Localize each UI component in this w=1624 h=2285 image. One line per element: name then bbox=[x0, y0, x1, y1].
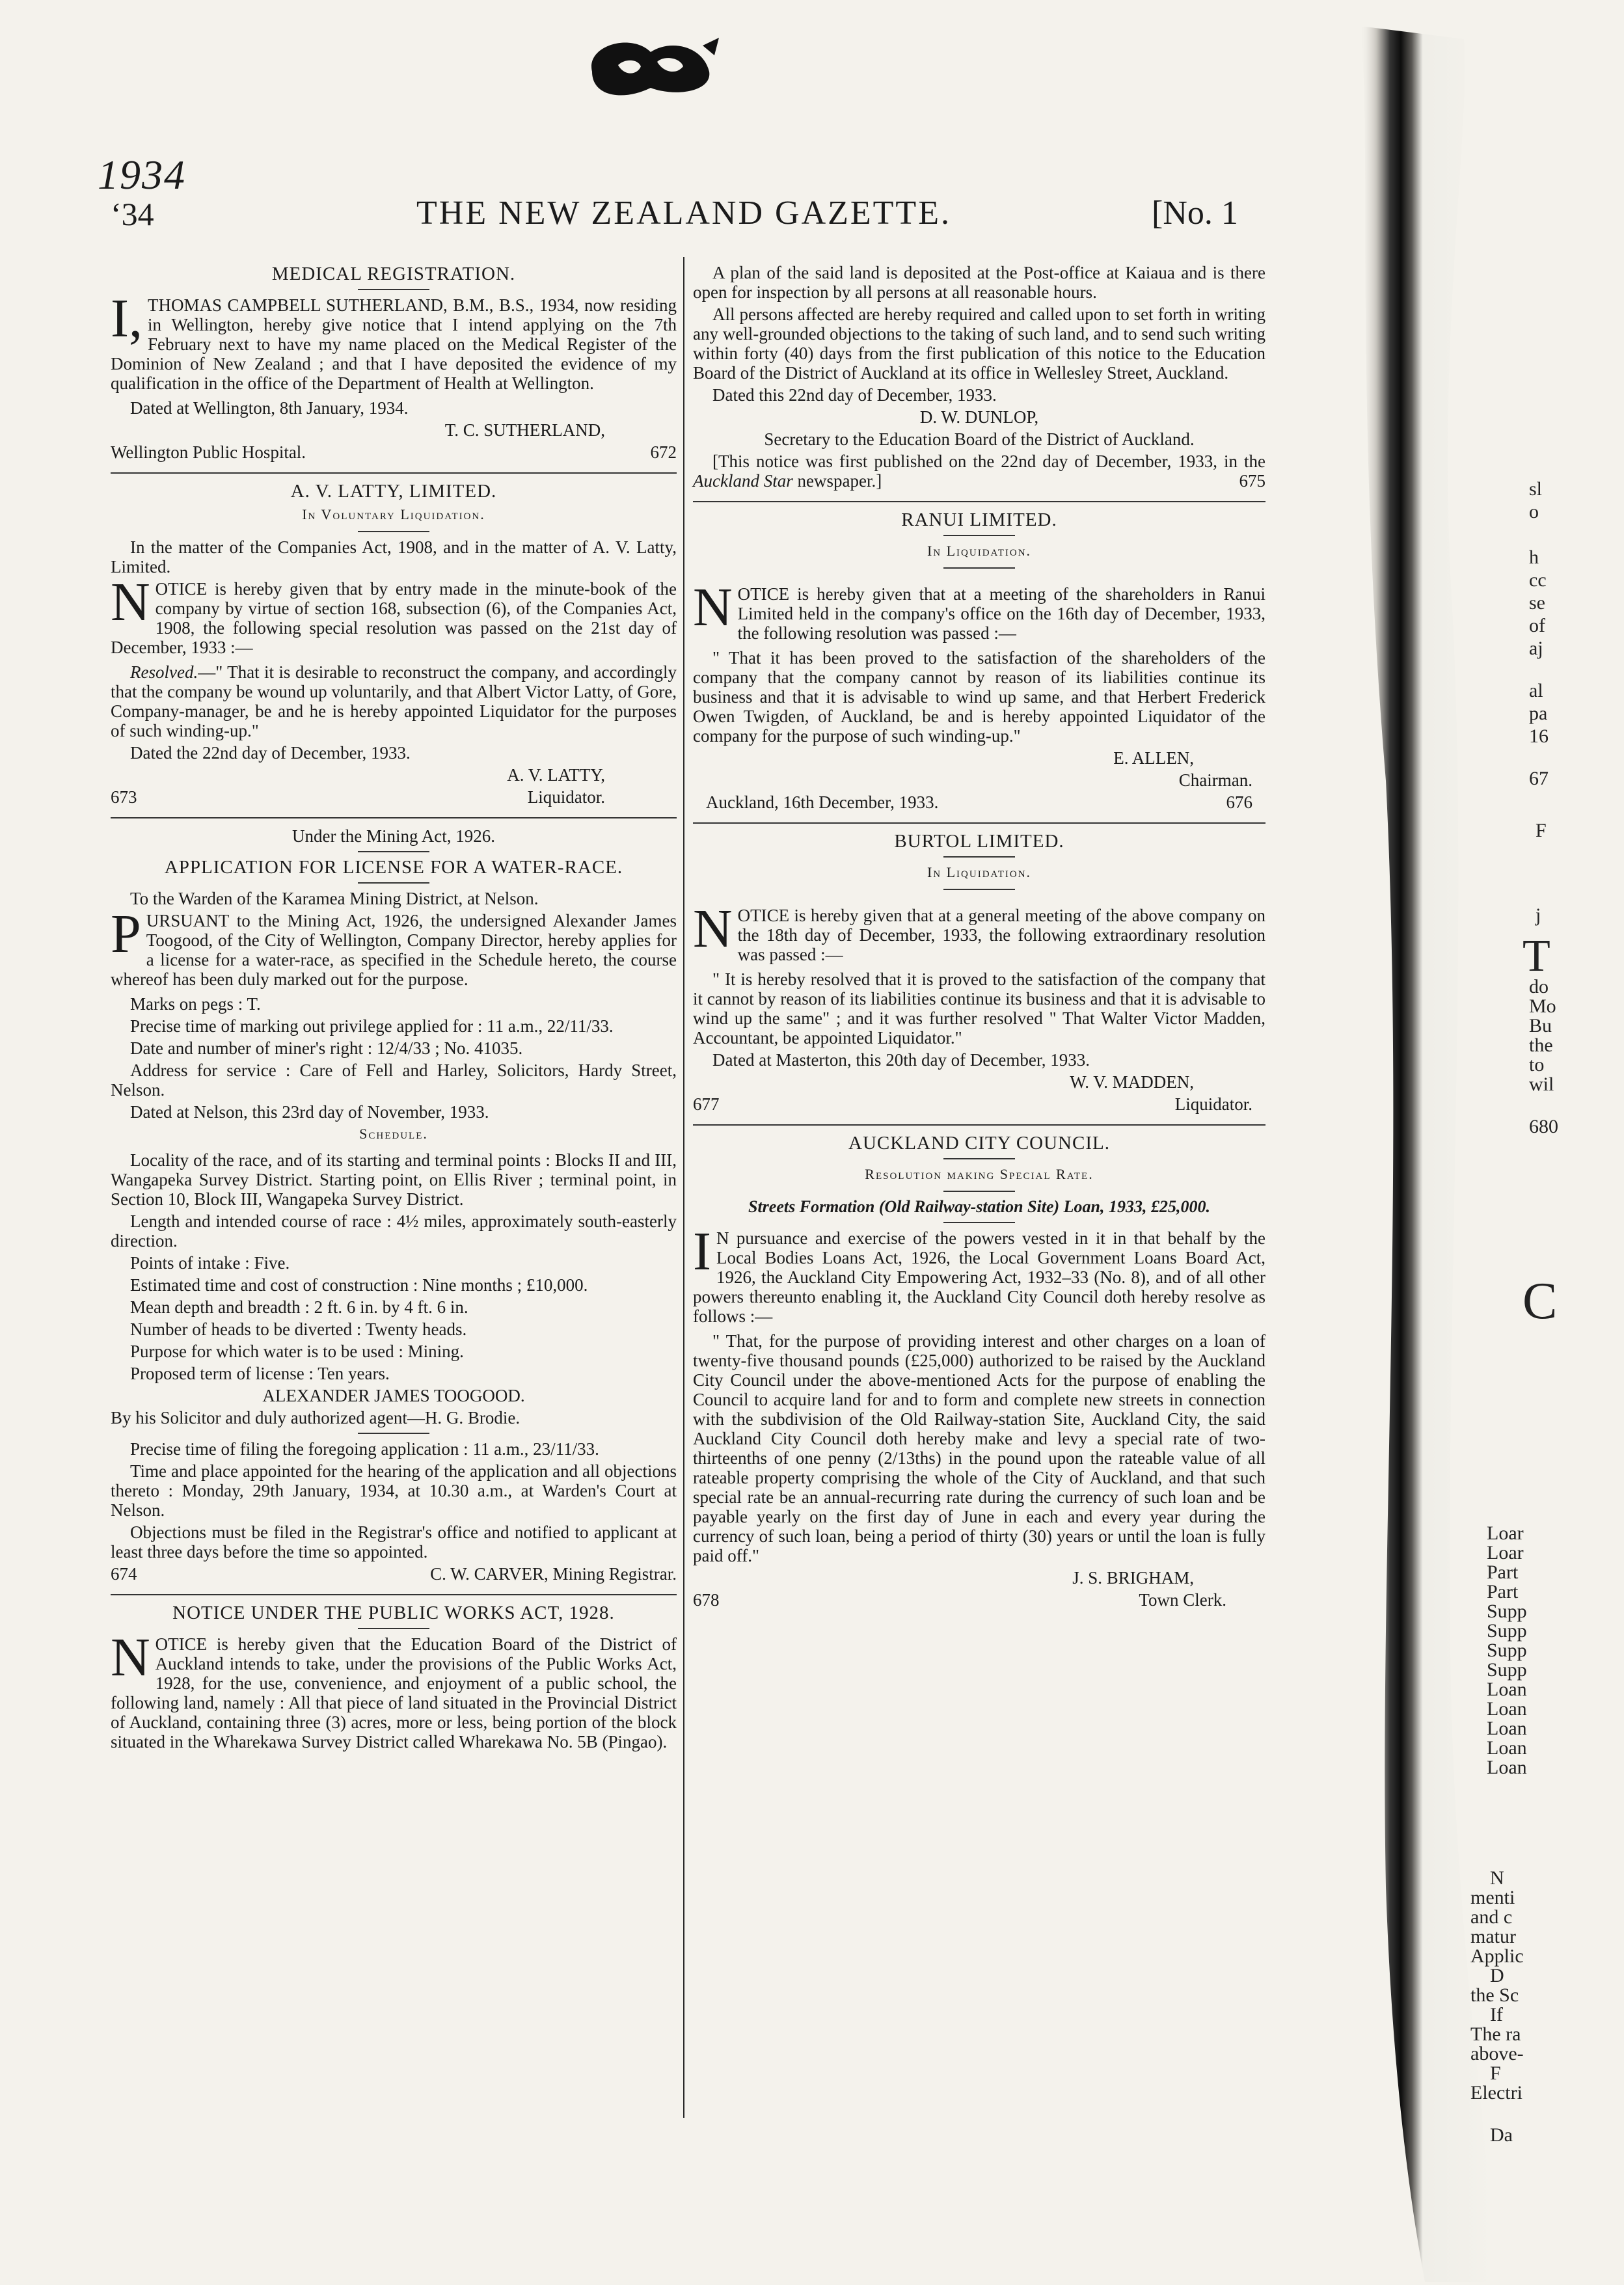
edge-fragment: F bbox=[1536, 820, 1547, 841]
edge-fragment: Bu bbox=[1529, 1015, 1552, 1036]
edge-fragment: Loan bbox=[1487, 1698, 1527, 1720]
ranui-title: RANUI LIMITED. bbox=[901, 509, 1057, 530]
medical-body: THOMAS CAMPBELL SUTHERLAND, B.M., B.S., 1934, now residing in Wellington, hereby give notice that I intend applying on the 7th February next to have my name placed on the Medical Register of the Dominion of New Zealand ; and that I have deposited the evidence of my qualification in the office of the Department of Health at Wellington. bbox=[111, 295, 677, 393]
resolved-label: Resolved. bbox=[130, 662, 198, 682]
divider bbox=[358, 1628, 429, 1629]
edge-fragment: to bbox=[1529, 1054, 1545, 1075]
dropcap: I, bbox=[111, 288, 142, 349]
edge-fragment: Loan bbox=[1487, 1718, 1527, 1739]
plan-role: Secretary to the Education Board of the District of Auckland. bbox=[764, 429, 1195, 449]
latty-body: OTICE is hereby given that by entry made in the minute-book of the company by virtue of section 168, subsection (6), of the Companies Act, 1908, the following special resolution was passed on the 21st day of December, 1933 :— bbox=[111, 579, 677, 657]
edge-fragment: o bbox=[1529, 501, 1539, 522]
edge-fragment: the bbox=[1529, 1034, 1553, 1056]
divider bbox=[358, 1433, 429, 1434]
schedule-locality: Locality of the race, and of its starting and terminal points : Blocks II and III, Wangapeka Survey District. Starting point, on Ellis River ; terminal point, in Section 10, Block III, Wangapeka Survey District. bbox=[111, 1150, 677, 1209]
notice-number: 677 bbox=[693, 1094, 720, 1114]
edge-fragment: C bbox=[1522, 1273, 1558, 1330]
edge-fragment: aj bbox=[1529, 638, 1543, 659]
ranui-place: Auckland, 16th December, 1933. bbox=[706, 792, 939, 812]
edge-fragment: al bbox=[1529, 680, 1543, 701]
schedule-depth: Mean depth and breadth : 2 ft. 6 in. by 4 ft. 6 in. bbox=[130, 1297, 468, 1317]
divider bbox=[358, 531, 429, 532]
plan-signature: D. W. DUNLOP, bbox=[919, 407, 1039, 427]
divider bbox=[358, 882, 429, 884]
burtol-title: BURTOL LIMITED. bbox=[894, 831, 1064, 852]
mining-body: URSUANT to the Mining Act, 1926, the undersigned Alexander James Toogood, of the City of Wellington, Company Director, hereby applies for a license for a water-race, as specified in the Schedule hereto, the course whereof has been duly marked out for the purpose. bbox=[111, 911, 677, 989]
schedule-intake: Points of intake : Five. bbox=[130, 1253, 290, 1273]
notice-number: 673 bbox=[111, 787, 137, 807]
dropcap: P bbox=[111, 904, 141, 964]
section-rule bbox=[111, 472, 677, 474]
mining-title: APPLICATION FOR LICENSE FOR A WATER-RACE. bbox=[164, 857, 623, 878]
divider bbox=[943, 1158, 1015, 1159]
edge-fragment: above- bbox=[1470, 2043, 1524, 2064]
edge-fragment: 680 bbox=[1529, 1116, 1558, 1137]
edge-fragment: Loan bbox=[1487, 1679, 1527, 1700]
mining-address: Address for service : Care of Fell and Harley, Solicitors, Hardy Street, Nelson. bbox=[111, 1061, 677, 1100]
edge-fragment: Part bbox=[1487, 1562, 1519, 1583]
schedule-title: Schedule. bbox=[359, 1126, 428, 1142]
objections-paragraph: All persons affected are hereby required and called upon to set forth in writing any well-grounded objections to the taking of such land, and to send such writing within forty (40) days from the first publication of this notice to the Education Board of the District of Auckland at its office in Wellesley Street, Auckland. bbox=[693, 304, 1265, 383]
schedule-length: Length and intended course of race : 4½ miles, approximately south-easterly direction. bbox=[111, 1211, 677, 1251]
edge-fragment: Loar bbox=[1487, 1522, 1524, 1544]
ranui-notice bbox=[693, 510, 1265, 812]
medical-title: MEDICAL REGISTRATION. bbox=[271, 264, 516, 284]
mining-act-line: Under the Mining Act, 1926. bbox=[292, 826, 495, 846]
notice-number: 678 bbox=[693, 1590, 720, 1610]
public-works-title: NOTICE UNDER THE PUBLIC WORKS ACT, 1928. bbox=[172, 1602, 615, 1623]
mining-registrar: C. W. CARVER, Mining Registrar. bbox=[430, 1564, 677, 1584]
divider bbox=[943, 535, 1015, 536]
divider bbox=[943, 1191, 1015, 1192]
page-edge-shadow bbox=[1301, 0, 1624, 2282]
dropcap: N bbox=[111, 1627, 150, 1688]
auckland-loan-line: Streets Formation (Old Railway-station Site) Loan, 1933, £25,000. bbox=[748, 1197, 1210, 1216]
dropcap: I bbox=[693, 1221, 711, 1282]
edge-fragment: h bbox=[1529, 547, 1539, 568]
public-works-notice bbox=[111, 1603, 677, 1751]
edge-fragment: Applic bbox=[1470, 1945, 1524, 1967]
page-number-value: 34 bbox=[121, 196, 154, 232]
edge-fragment: N bbox=[1490, 1867, 1504, 1889]
divider bbox=[358, 851, 429, 852]
latty-subtitle: In Voluntary Liquidation. bbox=[302, 506, 485, 522]
auckland-signature: J. S. BRIGHAM, bbox=[1072, 1568, 1194, 1588]
edge-fragment: 16 bbox=[1529, 725, 1549, 747]
burtol-subtitle: In Liquidation. bbox=[927, 864, 1032, 880]
medical-signature: T. C. SUTHERLAND, bbox=[444, 420, 605, 440]
mining-applicant: ALEXANDER JAMES TOOGOOD. bbox=[262, 1386, 525, 1405]
edge-fragment: T bbox=[1522, 931, 1550, 981]
edge-fragment: pa bbox=[1529, 703, 1548, 724]
ranui-subtitle: In Liquidation. bbox=[927, 543, 1032, 559]
plan-note-end: newspaper.] bbox=[792, 471, 882, 491]
mining-application-notice bbox=[111, 826, 677, 1584]
edge-fragment: cc bbox=[1529, 569, 1547, 591]
edge-fragment: D bbox=[1490, 1965, 1504, 1986]
edge-fragment: Part bbox=[1487, 1581, 1519, 1602]
burtol-signature: W. V. MADDEN, bbox=[1070, 1072, 1194, 1092]
section-rule bbox=[111, 1594, 677, 1595]
edge-fragment: Da bbox=[1490, 2124, 1513, 2146]
edge-fragment: wil bbox=[1529, 1074, 1554, 1095]
edge-fragment: Mo bbox=[1529, 995, 1556, 1017]
burtol-notice bbox=[693, 832, 1265, 1114]
edge-fragment: the Sc bbox=[1470, 1984, 1519, 2006]
edge-fragment: Electri bbox=[1470, 2082, 1522, 2103]
notice-number: 672 bbox=[650, 442, 677, 462]
burtol-dated: Dated at Masterton, this 20th day of December, 1933. bbox=[712, 1050, 1090, 1070]
edge-fragment: sl bbox=[1529, 478, 1543, 500]
edge-fragment: j bbox=[1536, 904, 1541, 926]
right-column bbox=[693, 260, 1265, 1612]
divider bbox=[358, 289, 429, 290]
section-rule bbox=[693, 501, 1265, 502]
edge-fragment: Supp bbox=[1487, 1620, 1527, 1642]
edge-fragment: and c bbox=[1470, 1906, 1513, 1928]
edge-fragment: of bbox=[1529, 615, 1545, 636]
burtol-role: Liquidator. bbox=[1174, 1094, 1252, 1114]
auckland-subtitle: Resolution making Special Rate. bbox=[865, 1166, 1094, 1182]
divider bbox=[943, 856, 1015, 858]
burtol-resolution: " It is hereby resolved that it is proved to the satisfaction of the company that it cannot by reason of its liabilities continue its business and that it is advisable to wind up the same" ; and it was further resolved " That Walter Victor Madden, Accountant, be appointed Liquidator." bbox=[693, 969, 1265, 1048]
edge-fragment: Loar bbox=[1487, 1542, 1524, 1563]
gazette-title: THE NEW ZEALAND GAZETTE. bbox=[416, 195, 951, 232]
issue-number: [No. 1 bbox=[1152, 195, 1238, 232]
edge-fragment: Loan bbox=[1487, 1737, 1527, 1759]
medical-place: Wellington Public Hospital. bbox=[111, 442, 306, 462]
plan-note-paper: Auckland Star bbox=[693, 471, 793, 491]
section-rule bbox=[693, 1124, 1265, 1126]
mining-dated: Dated at Nelson, this 23rd day of November, 1933. bbox=[130, 1102, 489, 1122]
handwritten-year: 1934 bbox=[98, 152, 186, 198]
latty-notice bbox=[111, 481, 677, 807]
edge-fragment: matur bbox=[1470, 1926, 1516, 1947]
ranui-role: Chairman. bbox=[1178, 770, 1252, 790]
schedule-term: Proposed term of license : Ten years. bbox=[130, 1364, 390, 1383]
auckland-resolution: " That, for the purpose of providing interest and other charges on a loan of twenty-five thousand pounds (£25,000) authorized to be raised by the Auckland City Council under the above-mentioned Acts for the purpose of enabling the Council to acquire land for and to form and complete new streets in connection with the subdivision of the Old Railway-station Site, Auckland City, the said Auckland City Council doth hereby make and levy a special rate of two-thirteenths of one penny (2/13ths) in the pound upon the rateable value of all rateable property comprising the whole of the City of Auckland, and that such special rate be an annual-recurring rate during the currency of such loan and be payable yearly on the first day of June in each and every year during the currency of such loan, being a period of thirty (30) years or until the loan is fully paid off." bbox=[693, 1331, 1265, 1565]
notice-number: 676 bbox=[1226, 792, 1252, 812]
plan-paragraph: A plan of the said land is deposited at the Post-office at Kaiaua and is there open for inspection by all persons at all reasonable hours. bbox=[693, 263, 1265, 302]
divider bbox=[943, 567, 1015, 569]
edge-fragment: 67 bbox=[1529, 768, 1549, 789]
dropcap: N bbox=[693, 899, 733, 959]
dropcap: N bbox=[111, 572, 150, 632]
mining-miners-right: Date and number of miner's right : 12/4/33 ; No. 41035. bbox=[130, 1038, 523, 1058]
latty-role: Liquidator. bbox=[527, 787, 605, 807]
medical-registration-notice bbox=[111, 264, 677, 462]
ranui-signature: E. ALLEN, bbox=[1113, 748, 1194, 768]
edge-fragment: Loan bbox=[1487, 1757, 1527, 1778]
edge-fragment: If bbox=[1490, 2004, 1503, 2025]
dropcap: N bbox=[693, 577, 733, 638]
edge-fragment: se bbox=[1529, 592, 1545, 614]
latty-signature: A. V. LATTY, bbox=[507, 765, 605, 785]
edge-fragment: F bbox=[1490, 2062, 1501, 2084]
divider bbox=[943, 889, 1015, 890]
mining-filing: Precise time of filing the foregoing application : 11 a.m., 23/11/33. bbox=[130, 1439, 599, 1459]
ranui-resolution: " That it has been proved to the satisfaction of the shareholders of the company that the company cannot by reason of its liabilities continue its business and that it is advisable to wind up same, and that Herbert Frederick Owen Twigden, of Auckland, be and is hereby appointed Liquidator of the company for the purpose of such winding-up." bbox=[693, 648, 1265, 746]
edge-fragment: do bbox=[1529, 976, 1549, 997]
latty-dated: Dated the 22nd day of December, 1933. bbox=[130, 743, 411, 763]
binding-shadow-graphic bbox=[1301, 0, 1624, 2282]
mining-solicitor: By his Solicitor and duly authorized agent—H. G. Brodie. bbox=[111, 1408, 521, 1427]
auckland-body: N pursuance and exercise of the powers vested in it in that behalf by the Local Bodies Loans Act, 1926, the Local Government Loans Board Act, 1926, the Auckland City Empowering Act, 1932–33 (No. 8), and of all other powers thereunto enabling it, the Auckland City Council doth hereby resolve as follows :— bbox=[693, 1228, 1265, 1326]
left-column bbox=[111, 260, 677, 1754]
mining-marks: Marks on pegs : T. bbox=[130, 994, 261, 1014]
public-works-body: OTICE is hereby given that the Education Board of the District of Auckland intends to take, under the provisions of the Public Works Act, 1928, for the use, convenience, and enjoyment of a public school, the following land, namely : All that piece of land situated in the Provincial District of Auckland, containing three (3) acres, more or less, being portion of the block situated in the Wharekawa Survey District called Wharekawa No. 5B (Pingao). bbox=[111, 1634, 677, 1751]
section-rule bbox=[693, 822, 1265, 824]
medical-dated: Dated at Wellington, 8th January, 1934. bbox=[130, 398, 409, 418]
mining-hearing: Time and place appointed for the hearing of the application and all objections thereto : Monday, 29th January, 1934, at 10.30 a.m., at Warden's Court at Nelson. bbox=[111, 1461, 677, 1520]
mining-objections: Objections must be filed in the Registrar's office and notified to applicant at least three days before the time so appointed. bbox=[111, 1522, 677, 1562]
edge-fragment: Supp bbox=[1487, 1601, 1527, 1622]
auckland-title: AUCKLAND CITY COUNCIL. bbox=[848, 1133, 1110, 1154]
schedule-purpose: Purpose for which water is to be used : Mining. bbox=[130, 1342, 464, 1361]
edge-fragment: menti bbox=[1470, 1887, 1515, 1908]
public-works-continued bbox=[693, 263, 1265, 491]
edge-fragment: The ra bbox=[1470, 2023, 1521, 2045]
edge-fragment: Supp bbox=[1487, 1659, 1527, 1681]
ink-stamp-icon bbox=[573, 26, 729, 117]
schedule-estimated: Estimated time and cost of construction : Nine months ; £10,000. bbox=[130, 1275, 588, 1295]
latty-resolution: —" That it is desirable to reconstruct the company, and accordingly that the company be wound up voluntarily, and that Albert Victor Latty, of Gore, Company-manager, be and he is hereby appointed Liquidator for the purposes of such winding-up." bbox=[111, 662, 677, 740]
column-divider bbox=[683, 257, 684, 2118]
mining-precise-time: Precise time of marking out privilege applied for : 11 a.m., 22/11/33. bbox=[130, 1016, 614, 1036]
page-number: ‘34 bbox=[111, 196, 154, 232]
plan-note-start: [This notice was first published on the 22nd day of December, 1933, in the bbox=[712, 452, 1265, 471]
edge-fragment: Supp bbox=[1487, 1640, 1527, 1661]
ranui-body: OTICE is hereby given that at a meeting of the shareholders in Ranui Limited held in the company's office on the 16th day of December, 1933, the following resolution was passed :— bbox=[737, 584, 1265, 643]
latty-title: A. V. LATTY, LIMITED. bbox=[290, 481, 497, 502]
auckland-council-notice bbox=[693, 1133, 1265, 1610]
schedule-heads: Number of heads to be diverted : Twenty heads. bbox=[130, 1319, 467, 1339]
notice-number: 674 bbox=[111, 1564, 137, 1584]
mining-to: To the Warden of the Karamea Mining District, at Nelson. bbox=[130, 889, 539, 908]
notice-number: 675 bbox=[1239, 471, 1265, 491]
burtol-body: OTICE is hereby given that at a general meeting of the above company on the 18th day of December, 1933, the following extraordinary resolution was passed :— bbox=[737, 906, 1265, 964]
divider bbox=[943, 1222, 1015, 1223]
plan-dated: Dated this 22nd day of December, 1933. bbox=[712, 385, 997, 405]
auckland-role: Town Clerk. bbox=[1139, 1590, 1226, 1610]
section-rule bbox=[111, 817, 677, 818]
latty-matter: In the matter of the Companies Act, 1908, and in the matter of A. V. Latty, Limited. bbox=[111, 537, 677, 576]
